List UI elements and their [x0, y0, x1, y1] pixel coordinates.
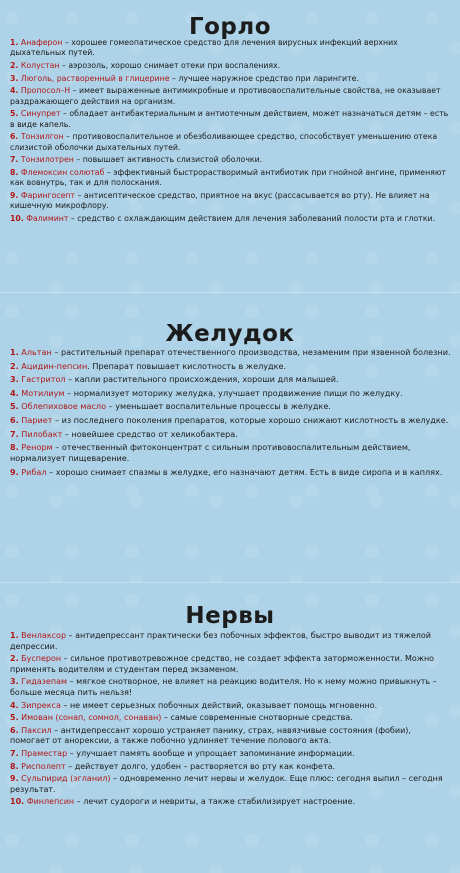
list-item — [10, 74, 452, 84]
medicine-name: Облепиховое масло — [21, 401, 107, 412]
section-nerves — [0, 582, 460, 873]
medicine-name: Ренорм — [21, 442, 53, 453]
item-description: – нормализует моторику желудка, улучшает продвижение пищи по желудку. — [64, 387, 403, 398]
list-item — [10, 109, 452, 130]
item-number: 8. — [10, 167, 19, 177]
list-item — [10, 701, 452, 712]
list-item — [10, 774, 452, 795]
medicine-name: Финлепсин — [26, 797, 75, 807]
item-description: – улучшает память вообще и упрощает запоминание информации. — [67, 748, 355, 758]
medicine-name: Тонзилгон — [20, 132, 64, 142]
list-item — [10, 86, 452, 107]
item-description: . Препарат повышает кислотность в желудке. — [87, 360, 287, 371]
medicine-list — [0, 347, 460, 478]
medicine-name: Венлаксор — [21, 631, 67, 640]
item-number: 9. — [10, 774, 19, 784]
item-number: 5. — [10, 109, 19, 119]
list-item — [10, 677, 452, 698]
item-description: – повышает активность слизистой оболочки. — [73, 155, 263, 165]
item-description: – хорошо снимает спазмы в желудке, его назначают детям. Есть в виде сиропа и в каплях. — [46, 466, 443, 477]
section-title: Горло — [188, 14, 272, 40]
item-description: – из последнего поколения препаратов, которые хорошо снижают кислотность в желудке. — [52, 414, 449, 425]
list-item — [10, 713, 452, 724]
list-item — [10, 361, 452, 372]
item-description: – самые современные снотворные средства. — [161, 713, 353, 723]
item-description: – антисептическое средство, приятное на вкус (рассасывается во рту). Не влияет на кишечную микрофлору. — [10, 190, 430, 211]
item-number: 1. — [10, 631, 19, 640]
item-number: 2. — [10, 61, 19, 70]
item-description: – действует долго, удобен – растворяется во рту как конфета. — [65, 761, 336, 771]
list-item — [10, 374, 452, 385]
item-number: 6. — [10, 414, 19, 425]
item-number: 10. — [10, 797, 25, 807]
list-item — [10, 654, 452, 675]
item-number: 10. — [10, 213, 24, 223]
medicine-name: Анаферон — [20, 38, 63, 47]
item-description: – капли растительного происхождения, хороши для малышей. — [65, 374, 339, 385]
item-number: 4. — [10, 387, 19, 398]
item-description: – лучшее наружное средство при ларингите. — [169, 73, 359, 83]
item-description: – отечественный фитоконцентрат с сильным противовоспалительным действием, нормализует пищеварение. — [10, 442, 411, 464]
medicine-name: Рибал — [21, 466, 47, 477]
medicine-name: Праместар — [21, 748, 68, 758]
list-item — [10, 797, 452, 808]
medicine-name: Тонзилотрен — [20, 155, 74, 165]
section-title: Желудок — [165, 321, 295, 347]
item-number: 1. — [10, 347, 19, 357]
list-item — [10, 61, 452, 71]
list-item — [10, 388, 452, 399]
medicine-name: Синупрет — [20, 109, 61, 119]
medicine-name: Гидазепам — [21, 677, 68, 687]
item-number: 2. — [10, 654, 19, 664]
list-item — [10, 726, 452, 747]
item-description: – не имеет серьезных побочных действий, оказывает помощь мгновенно. — [60, 700, 378, 710]
list-item — [10, 191, 452, 212]
item-description: – антидепрессант хорошо устраняет панику, страх, навязчивые состояния (фобии), помогает от анорексии, а также побочно удлиняет течение полового акта. — [10, 725, 411, 746]
medicine-name: Зипрекса — [21, 700, 61, 710]
list-item — [10, 401, 452, 412]
medicine-list — [0, 38, 460, 224]
list-item — [10, 442, 452, 464]
item-description: – антидепрессант практически без побочных эффектов, быстро выводит из тяжелой депрессии. — [10, 631, 431, 651]
item-description: – лечит судороги и невриты, а также стабилизирует настроение. — [74, 797, 356, 807]
medicine-name: Сульпирид (эгланил) — [21, 774, 111, 784]
item-number: 1. — [10, 38, 19, 47]
list-item — [10, 467, 452, 478]
medicine-name: Париет — [21, 414, 53, 425]
item-description: – имеет выраженные антимикробные и противовоспалительные свойства, не оказывает раздражающего действия на организм. — [10, 86, 441, 106]
section-throat — [0, 0, 460, 292]
list-item — [10, 429, 452, 440]
item-description: – одновременно лечит нервы и желудок. Еще плюс: сегодня выпил – сегодня результат. — [10, 774, 443, 794]
medicine-name: Гастритол — [21, 374, 66, 385]
list-item — [10, 347, 452, 358]
section-stomach — [0, 292, 460, 582]
item-description: – растительный препарат отечественного производства, незаменим при язвенной болезни. — [51, 347, 451, 357]
list-item — [10, 762, 452, 773]
item-description: – обладает антибактериальным и антиотечным действием, может назначаться детям – есть в виде капель. — [10, 109, 449, 129]
item-number: 4. — [10, 700, 19, 710]
item-number: 9. — [10, 190, 19, 200]
medicine-name: Фарингосепт — [20, 190, 76, 200]
list-item — [10, 155, 452, 165]
section-title: Нервы — [185, 603, 275, 629]
medicine-list — [0, 631, 460, 808]
item-number: 9. — [10, 466, 19, 477]
item-description: – противовоспалительное и обезболивающее средство, способствует уменьшению отека слизистой оболочки дыхательных путей. — [10, 132, 438, 152]
item-number: 6. — [10, 725, 19, 735]
item-number: 8. — [10, 761, 19, 771]
item-description: – аэрозоль, хорошо снимает отеки при воспалениях. — [59, 61, 281, 70]
item-description: – новейшее средство от хеликобактера. — [62, 428, 238, 439]
list-item — [10, 38, 452, 59]
list-item — [10, 631, 452, 652]
item-number: 4. — [10, 86, 19, 96]
item-number: 7. — [10, 428, 19, 439]
item-number: 6. — [10, 132, 19, 142]
item-number: 2. — [10, 360, 19, 371]
item-description: – эффективный быстрорастворимый антибиотик при гнойной ангине, применяют как вовнутрь, так и для полоскания. — [10, 167, 446, 188]
item-number: 5. — [10, 713, 19, 723]
item-description: – хорошее гомеопатическое средство для лечения вирусных инфекций верхних дыхательных путей. — [10, 38, 398, 58]
item-number: 7. — [10, 155, 19, 165]
medicine-name: Колустан — [20, 61, 60, 70]
list-item — [10, 749, 452, 760]
medicine-name: Мотилиум — [21, 387, 65, 398]
item-number: 3. — [10, 677, 19, 687]
item-number: 5. — [10, 401, 19, 412]
medicine-name: Имован (сонап, сомнол, сонаван) — [21, 713, 162, 723]
item-number: 3. — [10, 73, 19, 83]
medicine-name: Люголь, растворенный в глицерине — [20, 73, 170, 83]
item-description: – сильное противотревожное средство, не создает эффекта заторможенности. Можно применять водителям и студентам перед экзаменом. — [10, 654, 435, 674]
medicine-name: Фалиминт — [26, 213, 69, 223]
medicine-name: Ацидин-пепсин — [21, 360, 88, 371]
item-number: 8. — [10, 442, 19, 453]
item-description: – уменьшает воспалительные процессы в желудке. — [106, 401, 331, 412]
medicine-name: Альтан — [21, 347, 52, 357]
medicine-name: Флемоксин солютаб — [20, 167, 105, 177]
list-item — [10, 214, 452, 224]
list-item — [10, 132, 452, 153]
item-description: – мягкое снотворное, не влияет на реакцию водителя. Но к нему можно привыкнуть – больше месяца пить нельзя! — [10, 677, 437, 697]
item-number: 7. — [10, 748, 19, 758]
medicine-name: Рисполепт — [21, 761, 66, 771]
medicine-name: Бусперон — [21, 654, 62, 664]
medicine-name: Пропосол–Н — [20, 86, 71, 96]
medicine-name: Пилобакт — [21, 428, 63, 439]
list-item — [10, 415, 452, 426]
list-item — [10, 168, 452, 189]
item-description: – средство с охлаждающим действием для лечения заболеваний полости рта и глотки. — [68, 213, 436, 223]
medicine-name: Паксил — [21, 725, 52, 735]
item-number: 3. — [10, 374, 19, 385]
